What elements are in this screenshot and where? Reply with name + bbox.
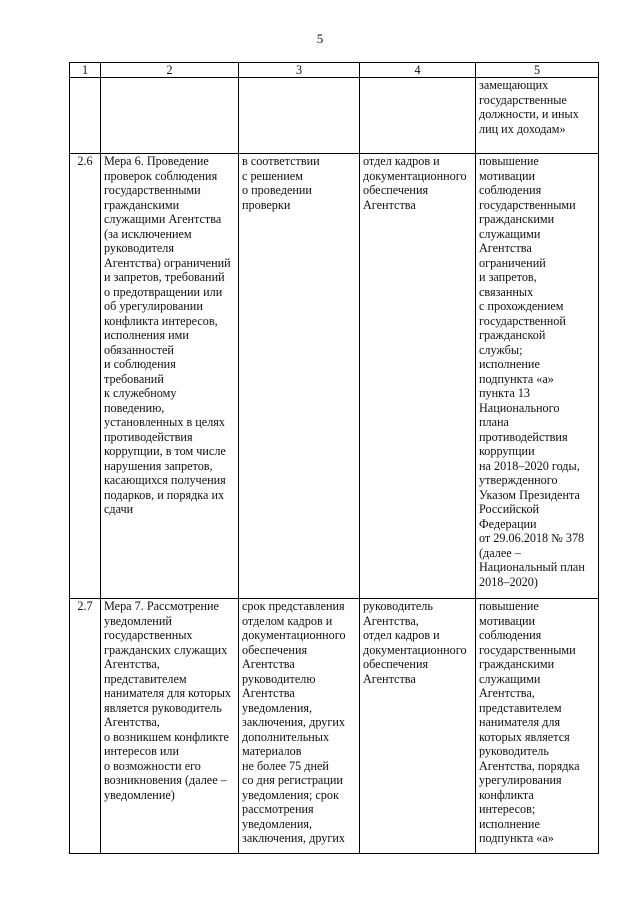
table-row-continuation bbox=[70, 78, 599, 154]
row-number bbox=[70, 78, 101, 154]
measure-cell: Мера 7. Рассмотрение уведомлений государственных гражданских служащих Агентства, представителем нанимателя для которых является руководитель Агентства, о возникшем конфликте интересов или о возможности его возникновения (далее – уведомление) bbox=[101, 599, 239, 854]
column-numbers-row bbox=[70, 63, 599, 78]
result-cell: повышение мотивации соблюдения государственными гражданскими служащими Агентства, представителем нанимателя для которых является руководитель Агентства, порядка урегулирования конфликта интересов; исполнение подпункта «а» bbox=[476, 599, 599, 854]
measure-cell bbox=[101, 78, 239, 154]
column-header-3: 3 bbox=[239, 63, 360, 78]
row-number: 2.7 bbox=[70, 599, 101, 854]
page-number: 5 bbox=[316, 31, 324, 46]
responsible-cell bbox=[360, 78, 476, 154]
row-number: 2.6 bbox=[70, 154, 101, 599]
column-header-1: 1 bbox=[70, 63, 101, 78]
deadline-cell: в соответствии с решением о проведении проверки bbox=[239, 154, 360, 599]
table-row-2-6 bbox=[70, 154, 599, 599]
measures-table bbox=[69, 62, 599, 854]
table-row-2-7 bbox=[70, 599, 599, 854]
result-cell: повышение мотивации соблюдения государственными гражданскими служащими Агентства ограничений и запретов, связанных с прохождением государственной гражданской службы; исполнение подпункта «а» пункта 13 Национального плана противодействия коррупции на 2018–2020 годы, утвержденного Указом Президента Российской Федерации от 29.06.2018 № 378 (далее – Национальный план 2018–2020) bbox=[476, 154, 599, 599]
responsible-cell: отдел кадров и документационного обеспечения Агентства bbox=[360, 154, 476, 599]
result-cell: замещающих государственные должности, и иных лиц их доходам» bbox=[476, 78, 599, 154]
column-header-4: 4 bbox=[360, 63, 476, 78]
column-header-2: 2 bbox=[101, 63, 239, 78]
measure-cell: Мера 6. Проведение проверок соблюдения государственными гражданскими служащими Агентства (за исключением руководителя Агентства) ограничений и запретов, требований о предотвращении или об урегулировании конфликта интересов, исполнения ими обязанностей и соблюдения требований к служебному поведению, установленных в целях противодействия коррупции, в том числе нарушения запретов, касающихся получения подарков, и порядка их сдачи bbox=[101, 154, 239, 599]
deadline-cell bbox=[239, 78, 360, 154]
responsible-cell: руководитель Агентства, отдел кадров и документационного обеспечения Агентства bbox=[360, 599, 476, 854]
deadline-cell: срок представления отделом кадров и документационного обеспечения Агентства руководителю Агентства уведомления, заключения, других дополнительных материалов не более 75 дней со дня регистрации уведомления; срок рассмотрения уведомления, заключения, других bbox=[239, 599, 360, 854]
column-header-5: 5 bbox=[476, 63, 599, 78]
